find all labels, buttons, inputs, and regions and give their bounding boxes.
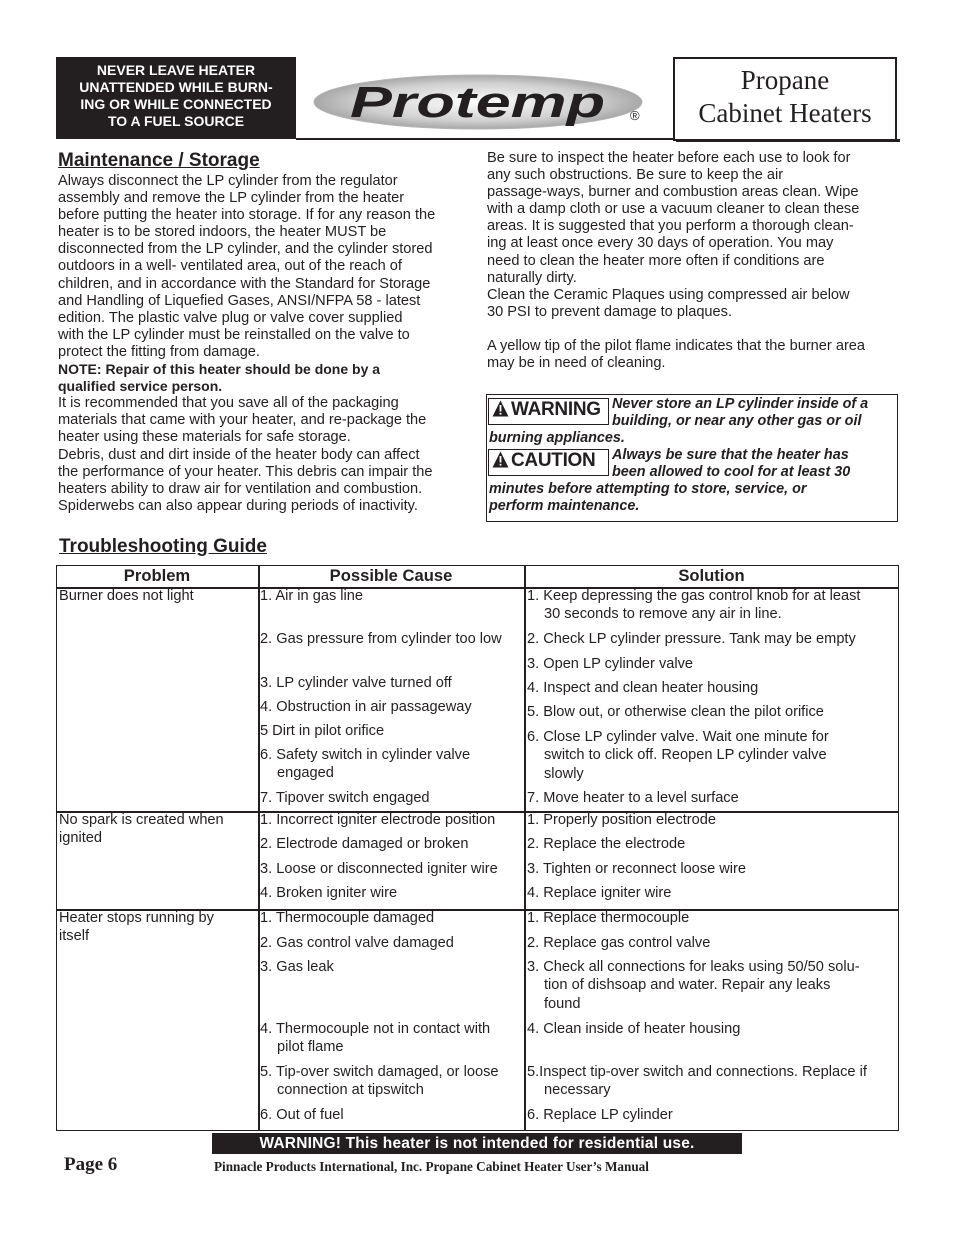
troubleshooting-heading: Troubleshooting Guide xyxy=(59,536,267,557)
caution-text-line: minutes before attempting to store, service, or xyxy=(489,481,807,497)
cause-text: 5 Dirt in pilot orifice xyxy=(260,723,385,739)
solution-text: 2. Check LP cylinder pressure. Tank may be empty xyxy=(527,631,856,647)
cause-text: 4. Broken igniter wire xyxy=(260,885,398,901)
blank-line xyxy=(487,321,865,338)
text-line: edition. The plastic valve plug or valve cover supplied xyxy=(58,309,403,326)
cause-item xyxy=(260,860,498,878)
solution-text: 2. Replace the electrode xyxy=(527,836,686,852)
solution-item xyxy=(527,909,689,927)
protemp-logo xyxy=(310,72,650,132)
header-divider xyxy=(296,138,673,140)
footer-warning-banner: WARNING! This heater is not intended for residential use. xyxy=(212,1133,742,1154)
safety-warning-box xyxy=(486,394,898,522)
solution-text: 3. Tighten or reconnect loose wire xyxy=(527,861,747,877)
cause-text: 4. Thermocouple not in contact with xyxy=(260,1021,491,1037)
cause-item xyxy=(260,909,434,927)
text-line: materials that came with your heater, and re-package the xyxy=(58,412,427,429)
text-line: any such obstructions. Be sure to keep the air xyxy=(487,167,784,184)
caution-triangle-icon xyxy=(492,451,509,468)
cause-item xyxy=(260,746,470,783)
cause-text: 1. Thermocouple damaged xyxy=(260,910,435,926)
solution-text: 3. Open LP cylinder valve xyxy=(527,656,694,672)
text-line: may be in need of cleaning. xyxy=(487,355,666,372)
problem-cell xyxy=(59,811,224,848)
solution-text: necessary xyxy=(544,1082,611,1099)
cause-text: 2. Gas pressure from cylinder too low xyxy=(260,631,502,647)
text-line: assembly and remove the LP cylinder from the heater xyxy=(58,190,405,207)
header-warning-line: NEVER LEAVE HEATER xyxy=(96,62,256,78)
solution-text: slowly xyxy=(544,765,584,782)
header-warning-line: TO A FUEL SOURCE xyxy=(107,113,245,129)
text-line: protect the fitting from damage. xyxy=(58,343,260,360)
solution-item xyxy=(527,835,685,853)
cause-item xyxy=(260,811,495,829)
problem-text: ignited xyxy=(59,830,103,847)
solution-item xyxy=(527,811,716,829)
solution-item xyxy=(527,1063,867,1100)
cause-text: 6. Safety switch in cylinder valve xyxy=(260,747,471,763)
cause-item xyxy=(260,630,502,648)
cause-item xyxy=(260,958,334,976)
text-line: heater is to be stored indoors, the heater MUST be xyxy=(58,224,387,241)
caution-text-line: been allowed to cool for at least 30 xyxy=(612,464,851,480)
page-title xyxy=(673,57,897,141)
cause-item xyxy=(260,1106,344,1124)
problem-text: Burner does not light xyxy=(59,588,194,604)
cause-text: 3. Loose or disconnected igniter wire xyxy=(260,861,498,877)
solution-text: 1. Replace thermocouple xyxy=(527,910,690,926)
text-line: It is recommended that you save all of the packaging xyxy=(58,395,399,412)
text-line: children, and in accordance with the Standard for Storage xyxy=(58,275,431,292)
solution-item xyxy=(527,703,824,721)
solution-item xyxy=(527,860,746,878)
text-line: and Handling of Liquefied Gases, ANSI/NFPA 58 - latest xyxy=(58,292,421,309)
text-line: A yellow tip of the pilot flame indicates that the burner area xyxy=(487,337,866,354)
text-line: with the LP cylinder must be reinstalled on the valve to xyxy=(58,326,410,343)
cause-text: 3. Gas leak xyxy=(260,959,334,975)
text-line: need to clean the heater more often if conditions are xyxy=(487,252,825,269)
cause-item xyxy=(260,1063,498,1100)
logo-wordmark: Protemp xyxy=(350,78,605,127)
cause-item xyxy=(260,884,397,902)
page-title-line: Cabinet Heaters xyxy=(698,98,872,128)
text-line: before putting the heater into storage. If for any reason the xyxy=(58,207,436,224)
solution-item xyxy=(527,679,758,697)
problem-text: itself xyxy=(59,928,90,945)
solution-text: tion of dishsoap and water. Repair any leaks xyxy=(544,977,831,994)
solution-item xyxy=(527,630,856,648)
cause-item xyxy=(260,934,454,952)
problem-cell xyxy=(59,909,214,946)
cause-item xyxy=(260,1020,490,1057)
column-header-problem: Problem xyxy=(123,566,191,585)
cause-text: 6. Out of fuel xyxy=(260,1107,344,1123)
solution-text: 4. Clean inside of heater housing xyxy=(527,1021,741,1037)
header-warning-line: ING OR WHILE CONNECTED xyxy=(80,96,272,112)
warning-label: WARNING xyxy=(511,399,601,420)
text-line: Always disconnect the LP cylinder from the regulator xyxy=(58,173,398,189)
column-header-solution: Solution xyxy=(678,566,745,585)
text-line: Be sure to inspect the heater before each use to look for xyxy=(487,150,851,166)
solution-item xyxy=(527,884,671,902)
solution-item xyxy=(527,789,739,807)
solution-text: 4. Inspect and clean heater housing xyxy=(527,680,759,696)
solution-text: 1. Properly position electrode xyxy=(527,812,717,828)
solution-text: 4. Replace igniter wire xyxy=(527,885,672,901)
cause-text: 7. Tipover switch engaged xyxy=(260,790,430,806)
caution-text-line: Always be sure that the heater has xyxy=(612,447,849,463)
cleaning-text xyxy=(487,150,865,372)
text-line: ing at least once every 30 days of operation. You may xyxy=(487,235,834,252)
text-line: the performance of your heater. This debris can impair the xyxy=(58,463,433,480)
caution-label: CAUTION xyxy=(511,450,596,471)
solution-text: 7. Move heater to a level surface xyxy=(527,790,739,806)
solution-text: 2. Replace gas control valve xyxy=(527,935,711,951)
cause-item xyxy=(260,587,363,605)
cause-item xyxy=(260,789,430,807)
solution-item xyxy=(527,655,693,673)
cause-item xyxy=(260,835,469,853)
text-line: 30 PSI to prevent damage to plaques. xyxy=(487,303,733,320)
text-line: Spiderwebs can also appear during periods of inactivity. xyxy=(58,497,418,514)
cause-text: connection at tipswitch xyxy=(277,1082,424,1099)
text-line: with a damp cloth or use a vacuum cleaner to clean these xyxy=(487,201,860,218)
solution-item xyxy=(527,728,829,783)
text-line: outdoors in a well- ventilated area, out of the reach of xyxy=(58,258,402,275)
column-header-cause: Possible Cause xyxy=(329,566,453,585)
cause-item xyxy=(260,698,472,716)
text-line: passage-ways, burner and combustion areas clean. Wipe xyxy=(487,184,859,201)
solution-text: switch to click off. Reopen LP cylinder valve xyxy=(544,747,827,764)
solution-text: 5.Inspect tip-over switch and connections. Replace if xyxy=(527,1064,867,1080)
cause-text: engaged xyxy=(277,765,334,782)
header-warning-line: UNATTENDED WHILE BURN- xyxy=(79,79,273,95)
solution-text: found xyxy=(544,995,581,1012)
solution-item xyxy=(527,958,860,1013)
cause-item xyxy=(260,674,452,692)
cause-text: 2. Electrode damaged or broken xyxy=(260,836,469,852)
cause-text: 4. Obstruction in air passageway xyxy=(260,699,472,715)
warning-text-line: building, or near any other gas or oil xyxy=(612,413,862,429)
registered-mark: ® xyxy=(630,108,640,123)
warning-text-line: Never store an LP cylinder inside of a xyxy=(612,396,869,412)
cause-text: 1. Incorrect igniter electrode position xyxy=(260,812,496,828)
maintenance-heading: Maintenance / Storage xyxy=(58,150,260,171)
caution-sign xyxy=(488,449,609,476)
problem-text: Heater stops running by xyxy=(59,910,214,926)
caution-text-line: perform maintenance. xyxy=(489,498,640,514)
page-number: Page 6 xyxy=(64,1154,118,1175)
problem-text: No spark is created when xyxy=(59,812,224,828)
maintenance-text xyxy=(58,173,435,515)
cause-text: 3. LP cylinder valve turned off xyxy=(260,675,452,691)
solution-text: 5. Blow out, or otherwise clean the pilot orifice xyxy=(527,704,824,720)
cause-text: pilot flame xyxy=(277,1039,344,1056)
page-title-line: Propane xyxy=(740,65,830,95)
warning-sign xyxy=(488,398,609,425)
column-divider xyxy=(524,565,526,1131)
problem-cell xyxy=(59,587,194,605)
cause-text: 1. Air in gas line xyxy=(260,588,364,604)
solution-text: 6. Close LP cylinder valve. Wait one minute for xyxy=(527,729,829,745)
cause-item xyxy=(260,722,384,740)
solution-item xyxy=(527,934,710,952)
text-line: Debris, dust and dirt inside of the heater body can affect xyxy=(58,446,420,463)
solution-item xyxy=(527,1106,673,1124)
troubleshooting-table xyxy=(56,565,899,1131)
text-line: disconnected from the LP cylinder, and the cylinder stored xyxy=(58,241,433,258)
text-line: heater using these materials for safe storage. xyxy=(58,429,351,446)
solution-item xyxy=(527,587,860,624)
cause-text: 5. Tip-over switch damaged, or loose xyxy=(260,1064,499,1080)
text-line: areas. It is suggested that you perform a thorough clean- xyxy=(487,218,854,235)
footer-publisher: Pinnacle Products International, Inc. Propane Cabinet Heater User’s Manual xyxy=(214,1159,649,1174)
solution-text: 6. Replace LP cylinder xyxy=(527,1107,673,1123)
solution-text: 3. Check all connections for leaks using 50/50 solu- xyxy=(527,959,860,975)
text-line: Clean the Ceramic Plaques using compressed air below xyxy=(487,286,850,303)
text-line: heaters ability to draw air for ventilation and combustion. xyxy=(58,480,423,497)
text-line: naturally dirty. xyxy=(487,269,577,286)
solution-text: 30 seconds to remove any air in line. xyxy=(544,606,782,623)
warning-triangle-icon xyxy=(492,400,509,417)
warning-text-line: burning appliances. xyxy=(489,430,625,446)
solution-text: 1. Keep depressing the gas control knob for at least xyxy=(527,588,861,604)
solution-item xyxy=(527,1020,740,1038)
note-line: NOTE: Repair of this heater should be done by a xyxy=(58,361,381,378)
note-line: qualified service person. xyxy=(58,378,223,395)
cause-text: 2. Gas control valve damaged xyxy=(260,935,454,951)
header-warning-banner xyxy=(56,57,296,139)
